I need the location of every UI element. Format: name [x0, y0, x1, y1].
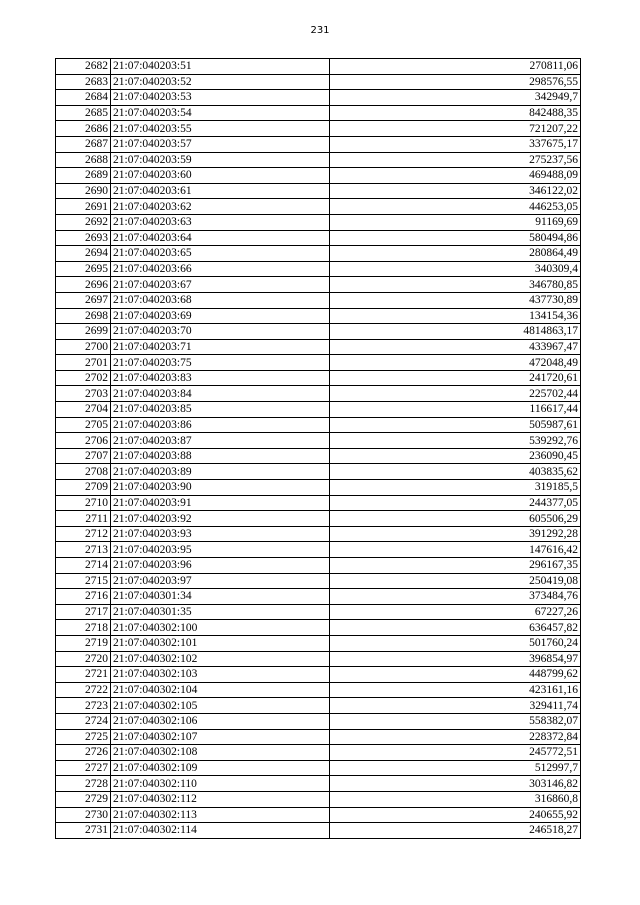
cadastral-number-cell: 21:07:040203:54 [111, 105, 330, 121]
row-number-cell: 2721 [56, 667, 111, 683]
value-cell: 437730,89 [330, 292, 581, 308]
table-row [56, 136, 581, 152]
table-row [56, 183, 581, 199]
row-number-cell: 2708 [56, 464, 111, 480]
value-cell: 433967,47 [330, 339, 581, 355]
row-number-cell: 2701 [56, 355, 111, 371]
row-number-cell: 2726 [56, 745, 111, 761]
table-row [56, 776, 581, 792]
table-row [56, 105, 581, 121]
table-row [56, 214, 581, 230]
table-row [56, 589, 581, 605]
table-row [56, 324, 581, 340]
table-row [56, 807, 581, 823]
row-number-cell: 2697 [56, 292, 111, 308]
value-cell: 244377,05 [330, 495, 581, 511]
row-number-cell: 2711 [56, 511, 111, 527]
table-row [56, 90, 581, 106]
row-number-cell: 2714 [56, 558, 111, 574]
cadastral-number-cell: 21:07:040203:91 [111, 495, 330, 511]
cadastral-number-cell: 21:07:040203:71 [111, 339, 330, 355]
value-cell: 236090,45 [330, 448, 581, 464]
cadastral-number-cell: 21:07:040203:95 [111, 542, 330, 558]
value-cell: 241720,61 [330, 370, 581, 386]
row-number-cell: 2728 [56, 776, 111, 792]
table-row [56, 402, 581, 418]
cadastral-number-cell: 21:07:040203:88 [111, 448, 330, 464]
table-row [56, 292, 581, 308]
row-number-cell: 2685 [56, 105, 111, 121]
cadastral-number-cell: 21:07:040302:103 [111, 667, 330, 683]
value-cell: 423161,16 [330, 682, 581, 698]
table-row [56, 667, 581, 683]
value-cell: 391292,28 [330, 526, 581, 542]
cadastral-number-cell: 21:07:040302:110 [111, 776, 330, 792]
cadastral-number-cell: 21:07:040302:104 [111, 682, 330, 698]
row-number-cell: 2725 [56, 729, 111, 745]
value-cell: 342949,7 [330, 90, 581, 106]
row-number-cell: 2713 [56, 542, 111, 558]
table-row [56, 74, 581, 90]
value-cell: 505987,61 [330, 417, 581, 433]
cadastral-number-cell: 21:07:040302:107 [111, 729, 330, 745]
row-number-cell: 2704 [56, 402, 111, 418]
page-number: 231 [310, 25, 330, 36]
value-cell: 842488,35 [330, 105, 581, 121]
value-cell: 721207,22 [330, 121, 581, 137]
value-cell: 329411,74 [330, 698, 581, 714]
value-cell: 240655,92 [330, 807, 581, 823]
cadastral-number-cell: 21:07:040203:86 [111, 417, 330, 433]
row-number-cell: 2722 [56, 682, 111, 698]
row-number-cell: 2700 [56, 339, 111, 355]
value-cell: 91169,69 [330, 214, 581, 230]
row-number-cell: 2699 [56, 324, 111, 340]
row-number-cell: 2692 [56, 214, 111, 230]
table-row [56, 480, 581, 496]
cadastral-number-cell: 21:07:040302:101 [111, 635, 330, 651]
cadastral-number-cell: 21:07:040203:51 [111, 59, 330, 75]
row-number-cell: 2696 [56, 277, 111, 293]
value-cell: 303146,82 [330, 776, 581, 792]
row-number-cell: 2702 [56, 370, 111, 386]
row-number-cell: 2718 [56, 620, 111, 636]
value-cell: 472048,49 [330, 355, 581, 371]
row-number-cell: 2698 [56, 308, 111, 324]
row-number-cell: 2730 [56, 807, 111, 823]
value-cell: 605506,29 [330, 511, 581, 527]
table-row [56, 168, 581, 184]
cadastral-number-cell: 21:07:040301:34 [111, 589, 330, 605]
table-row [56, 558, 581, 574]
cadastral-number-cell: 21:07:040302:108 [111, 745, 330, 761]
cadastral-number-cell: 21:07:040203:87 [111, 433, 330, 449]
table-row [56, 698, 581, 714]
table-row [56, 729, 581, 745]
value-cell: 558382,07 [330, 713, 581, 729]
value-cell: 346780,85 [330, 277, 581, 293]
value-cell: 396854,97 [330, 651, 581, 667]
row-number-cell: 2688 [56, 152, 111, 168]
table-row [56, 417, 581, 433]
cadastral-number-cell: 21:07:040302:113 [111, 807, 330, 823]
value-cell: 134154,36 [330, 308, 581, 324]
table-body [56, 59, 581, 839]
row-number-cell: 2683 [56, 74, 111, 90]
cadastral-number-cell: 21:07:040203:70 [111, 324, 330, 340]
table-row [56, 339, 581, 355]
value-cell: 225702,44 [330, 386, 581, 402]
row-number-cell: 2682 [56, 59, 111, 75]
cadastral-number-cell: 21:07:040203:83 [111, 370, 330, 386]
value-cell: 270811,06 [330, 59, 581, 75]
row-number-cell: 2695 [56, 261, 111, 277]
cadastral-number-cell: 21:07:040203:57 [111, 136, 330, 152]
cadastral-number-cell: 21:07:040203:69 [111, 308, 330, 324]
value-cell: 448799,62 [330, 667, 581, 683]
table-row [56, 495, 581, 511]
row-number-cell: 2715 [56, 573, 111, 589]
cadastral-number-cell: 21:07:040203:85 [111, 402, 330, 418]
table-row [56, 59, 581, 75]
row-number-cell: 2731 [56, 823, 111, 839]
table-row [56, 745, 581, 761]
table-row [56, 823, 581, 839]
cadastral-number-cell: 21:07:040203:55 [111, 121, 330, 137]
value-cell: 316860,8 [330, 791, 581, 807]
table-row [56, 464, 581, 480]
row-number-cell: 2720 [56, 651, 111, 667]
cadastral-number-cell: 21:07:040302:105 [111, 698, 330, 714]
cadastral-number-cell: 21:07:040203:62 [111, 199, 330, 215]
cadastral-number-cell: 21:07:040203:89 [111, 464, 330, 480]
table-row [56, 511, 581, 527]
table-row [56, 277, 581, 293]
table-row [56, 386, 581, 402]
cadastral-number-cell: 21:07:040203:75 [111, 355, 330, 371]
cadastral-number-cell: 21:07:040301:35 [111, 604, 330, 620]
table-row [56, 713, 581, 729]
table-row [56, 121, 581, 137]
row-number-cell: 2723 [56, 698, 111, 714]
value-cell: 67227,26 [330, 604, 581, 620]
cadastral-number-cell: 21:07:040302:106 [111, 713, 330, 729]
cadastral-number-cell: 21:07:040302:114 [111, 823, 330, 839]
table-row [56, 760, 581, 776]
value-cell: 539292,76 [330, 433, 581, 449]
value-cell: 228372,84 [330, 729, 581, 745]
row-number-cell: 2719 [56, 635, 111, 651]
value-cell: 147616,42 [330, 542, 581, 558]
value-cell: 346122,02 [330, 183, 581, 199]
cadastral-number-cell: 21:07:040203:90 [111, 480, 330, 496]
row-number-cell: 2690 [56, 183, 111, 199]
table-row [56, 542, 581, 558]
cadastral-number-cell: 21:07:040203:68 [111, 292, 330, 308]
value-cell: 373484,76 [330, 589, 581, 605]
value-cell: 298576,55 [330, 74, 581, 90]
value-cell: 319185,5 [330, 480, 581, 496]
value-cell: 337675,17 [330, 136, 581, 152]
cadastral-number-cell: 21:07:040302:109 [111, 760, 330, 776]
cadastral-number-cell: 21:07:040203:59 [111, 152, 330, 168]
cadastral-number-cell: 21:07:040302:100 [111, 620, 330, 636]
cadastral-number-cell: 21:07:040203:61 [111, 183, 330, 199]
cadastral-number-cell: 21:07:040203:93 [111, 526, 330, 542]
value-cell: 250419,08 [330, 573, 581, 589]
value-cell: 275237,56 [330, 152, 581, 168]
table-row [56, 635, 581, 651]
row-number-cell: 2712 [56, 526, 111, 542]
row-number-cell: 2687 [56, 136, 111, 152]
table-row [56, 433, 581, 449]
row-number-cell: 2694 [56, 246, 111, 262]
row-number-cell: 2724 [56, 713, 111, 729]
cadastral-number-cell: 21:07:040203:67 [111, 277, 330, 293]
cadastral-number-cell: 21:07:040203:64 [111, 230, 330, 246]
table-row [56, 199, 581, 215]
value-cell: 446253,05 [330, 199, 581, 215]
table-row [56, 152, 581, 168]
row-number-cell: 2727 [56, 760, 111, 776]
cadastral-number-cell: 21:07:040203:65 [111, 246, 330, 262]
table-row [56, 791, 581, 807]
value-cell: 403835,62 [330, 464, 581, 480]
value-cell: 580494,86 [330, 230, 581, 246]
row-number-cell: 2706 [56, 433, 111, 449]
cadastral-value-table [55, 58, 581, 839]
value-cell: 636457,82 [330, 620, 581, 636]
table-row [56, 230, 581, 246]
table-row [56, 573, 581, 589]
row-number-cell: 2691 [56, 199, 111, 215]
cadastral-number-cell: 21:07:040203:66 [111, 261, 330, 277]
value-cell: 4814863,17 [330, 324, 581, 340]
cadastral-number-cell: 21:07:040203:97 [111, 573, 330, 589]
row-number-cell: 2707 [56, 448, 111, 464]
table-row [56, 526, 581, 542]
table-row [56, 370, 581, 386]
row-number-cell: 2703 [56, 386, 111, 402]
value-cell: 116617,44 [330, 402, 581, 418]
row-number-cell: 2689 [56, 168, 111, 184]
row-number-cell: 2729 [56, 791, 111, 807]
table-row [56, 355, 581, 371]
value-cell: 469488,09 [330, 168, 581, 184]
row-number-cell: 2693 [56, 230, 111, 246]
table-row [56, 308, 581, 324]
cadastral-number-cell: 21:07:040203:96 [111, 558, 330, 574]
row-number-cell: 2705 [56, 417, 111, 433]
cadastral-number-cell: 21:07:040203:63 [111, 214, 330, 230]
row-number-cell: 2686 [56, 121, 111, 137]
cadastral-number-cell: 21:07:040203:60 [111, 168, 330, 184]
cadastral-number-cell: 21:07:040203:52 [111, 74, 330, 90]
table-row [56, 246, 581, 262]
value-cell: 512997,7 [330, 760, 581, 776]
table-row [56, 604, 581, 620]
value-cell: 501760,24 [330, 635, 581, 651]
table-row [56, 448, 581, 464]
row-number-cell: 2716 [56, 589, 111, 605]
value-cell: 340309,4 [330, 261, 581, 277]
value-cell: 280864,49 [330, 246, 581, 262]
table-row [56, 620, 581, 636]
value-cell: 296167,35 [330, 558, 581, 574]
row-number-cell: 2684 [56, 90, 111, 106]
cadastral-number-cell: 21:07:040203:92 [111, 511, 330, 527]
cadastral-number-cell: 21:07:040203:84 [111, 386, 330, 402]
cadastral-number-cell: 21:07:040203:53 [111, 90, 330, 106]
row-number-cell: 2717 [56, 604, 111, 620]
cadastral-number-cell: 21:07:040302:112 [111, 791, 330, 807]
table-row [56, 261, 581, 277]
table-row [56, 651, 581, 667]
value-cell: 246518,27 [330, 823, 581, 839]
row-number-cell: 2709 [56, 480, 111, 496]
value-cell: 245772,51 [330, 745, 581, 761]
table-row [56, 682, 581, 698]
row-number-cell: 2710 [56, 495, 111, 511]
cadastral-number-cell: 21:07:040302:102 [111, 651, 330, 667]
